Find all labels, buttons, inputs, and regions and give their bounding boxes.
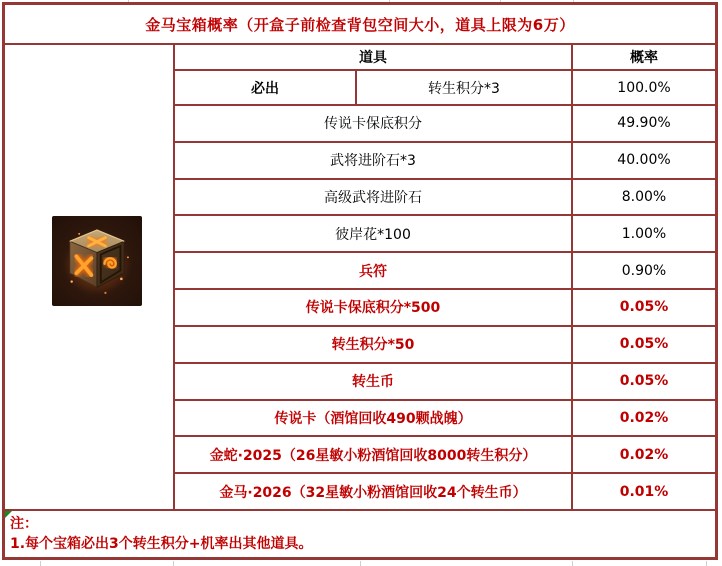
- probability-cell: 0.05%: [571, 290, 715, 325]
- probability-cell: 100.0%: [571, 71, 715, 104]
- guaranteed-row: [175, 71, 715, 106]
- column-header-item: 道具: [359, 50, 387, 66]
- treasure-cube-graphic: [52, 216, 142, 306]
- item-cell: 金蛇·2025（26星敏小粉酒馆回收8000转生积分）: [209, 447, 537, 464]
- note-label: 注：: [10, 516, 38, 532]
- item-cell: 转生币: [352, 374, 394, 391]
- table-row: [175, 106, 715, 143]
- probability-cell: 1.00%: [571, 216, 715, 251]
- table-row: [175, 327, 715, 364]
- item-cell: 兵符: [359, 263, 387, 280]
- note-cell: [5, 509, 715, 557]
- probability-cell: 0.05%: [571, 327, 715, 362]
- gridline-stub: [572, 561, 573, 566]
- gridline-stub: [706, 561, 707, 566]
- header-row: [175, 45, 715, 71]
- item-rows: [175, 106, 715, 509]
- table-row: [175, 474, 715, 509]
- probability-cell: 0.02%: [571, 437, 715, 472]
- probability-cell: 40.00%: [571, 143, 715, 178]
- column-header-probability: 概率: [571, 45, 715, 69]
- item-cell: 转生积分*3: [428, 80, 500, 97]
- table-row: [175, 401, 715, 438]
- probability-table: [2, 2, 718, 560]
- cell-comment-indicator: [5, 511, 12, 518]
- note-line: 1.每个宝箱必出3个转生积分+机率出其他道具。: [10, 536, 313, 553]
- table-row: [175, 437, 715, 474]
- table-row: [175, 364, 715, 401]
- probability-cell: 0.90%: [571, 253, 715, 288]
- probability-cell: 0.02%: [571, 401, 715, 436]
- gridline-stub: [173, 561, 174, 566]
- item-cell: 金马·2026（32星敏小粉酒馆回收24个转生币）: [219, 484, 527, 501]
- table-row: [175, 253, 715, 290]
- gridline-stub: [360, 561, 361, 566]
- probability-cell: 0.05%: [571, 364, 715, 399]
- table-row: [175, 290, 715, 327]
- item-cell: 传说卡保底积分*500: [305, 300, 441, 317]
- probability-cell: 8.00%: [571, 180, 715, 215]
- guaranteed-label: 必出: [175, 71, 357, 104]
- gridline-stub: [40, 561, 41, 566]
- items-grid: [175, 45, 715, 509]
- item-cell: 武将进阶石*3: [330, 153, 416, 170]
- table-row: [175, 216, 715, 253]
- item-cell: 高级武将进阶石: [324, 190, 422, 207]
- table-title: 金马宝箱概率（开盒子前检查背包空间大小，道具上限为6万）: [5, 5, 715, 45]
- item-cell: 传说卡保底积分: [324, 116, 422, 133]
- probability-cell: 0.01%: [571, 474, 715, 509]
- table-row: [175, 143, 715, 180]
- probability-cell: 49.90%: [571, 106, 715, 141]
- item-cell: 彼岸花*100: [335, 226, 411, 243]
- treasure-cube-icon: [52, 216, 142, 306]
- item-cell: 转生积分*50: [331, 337, 415, 354]
- item-cell: 传说卡（酒馆回收490颗战魄）: [274, 410, 472, 427]
- table-row: [175, 180, 715, 217]
- chest-image-cell: [5, 45, 175, 509]
- table-body: [5, 45, 715, 509]
